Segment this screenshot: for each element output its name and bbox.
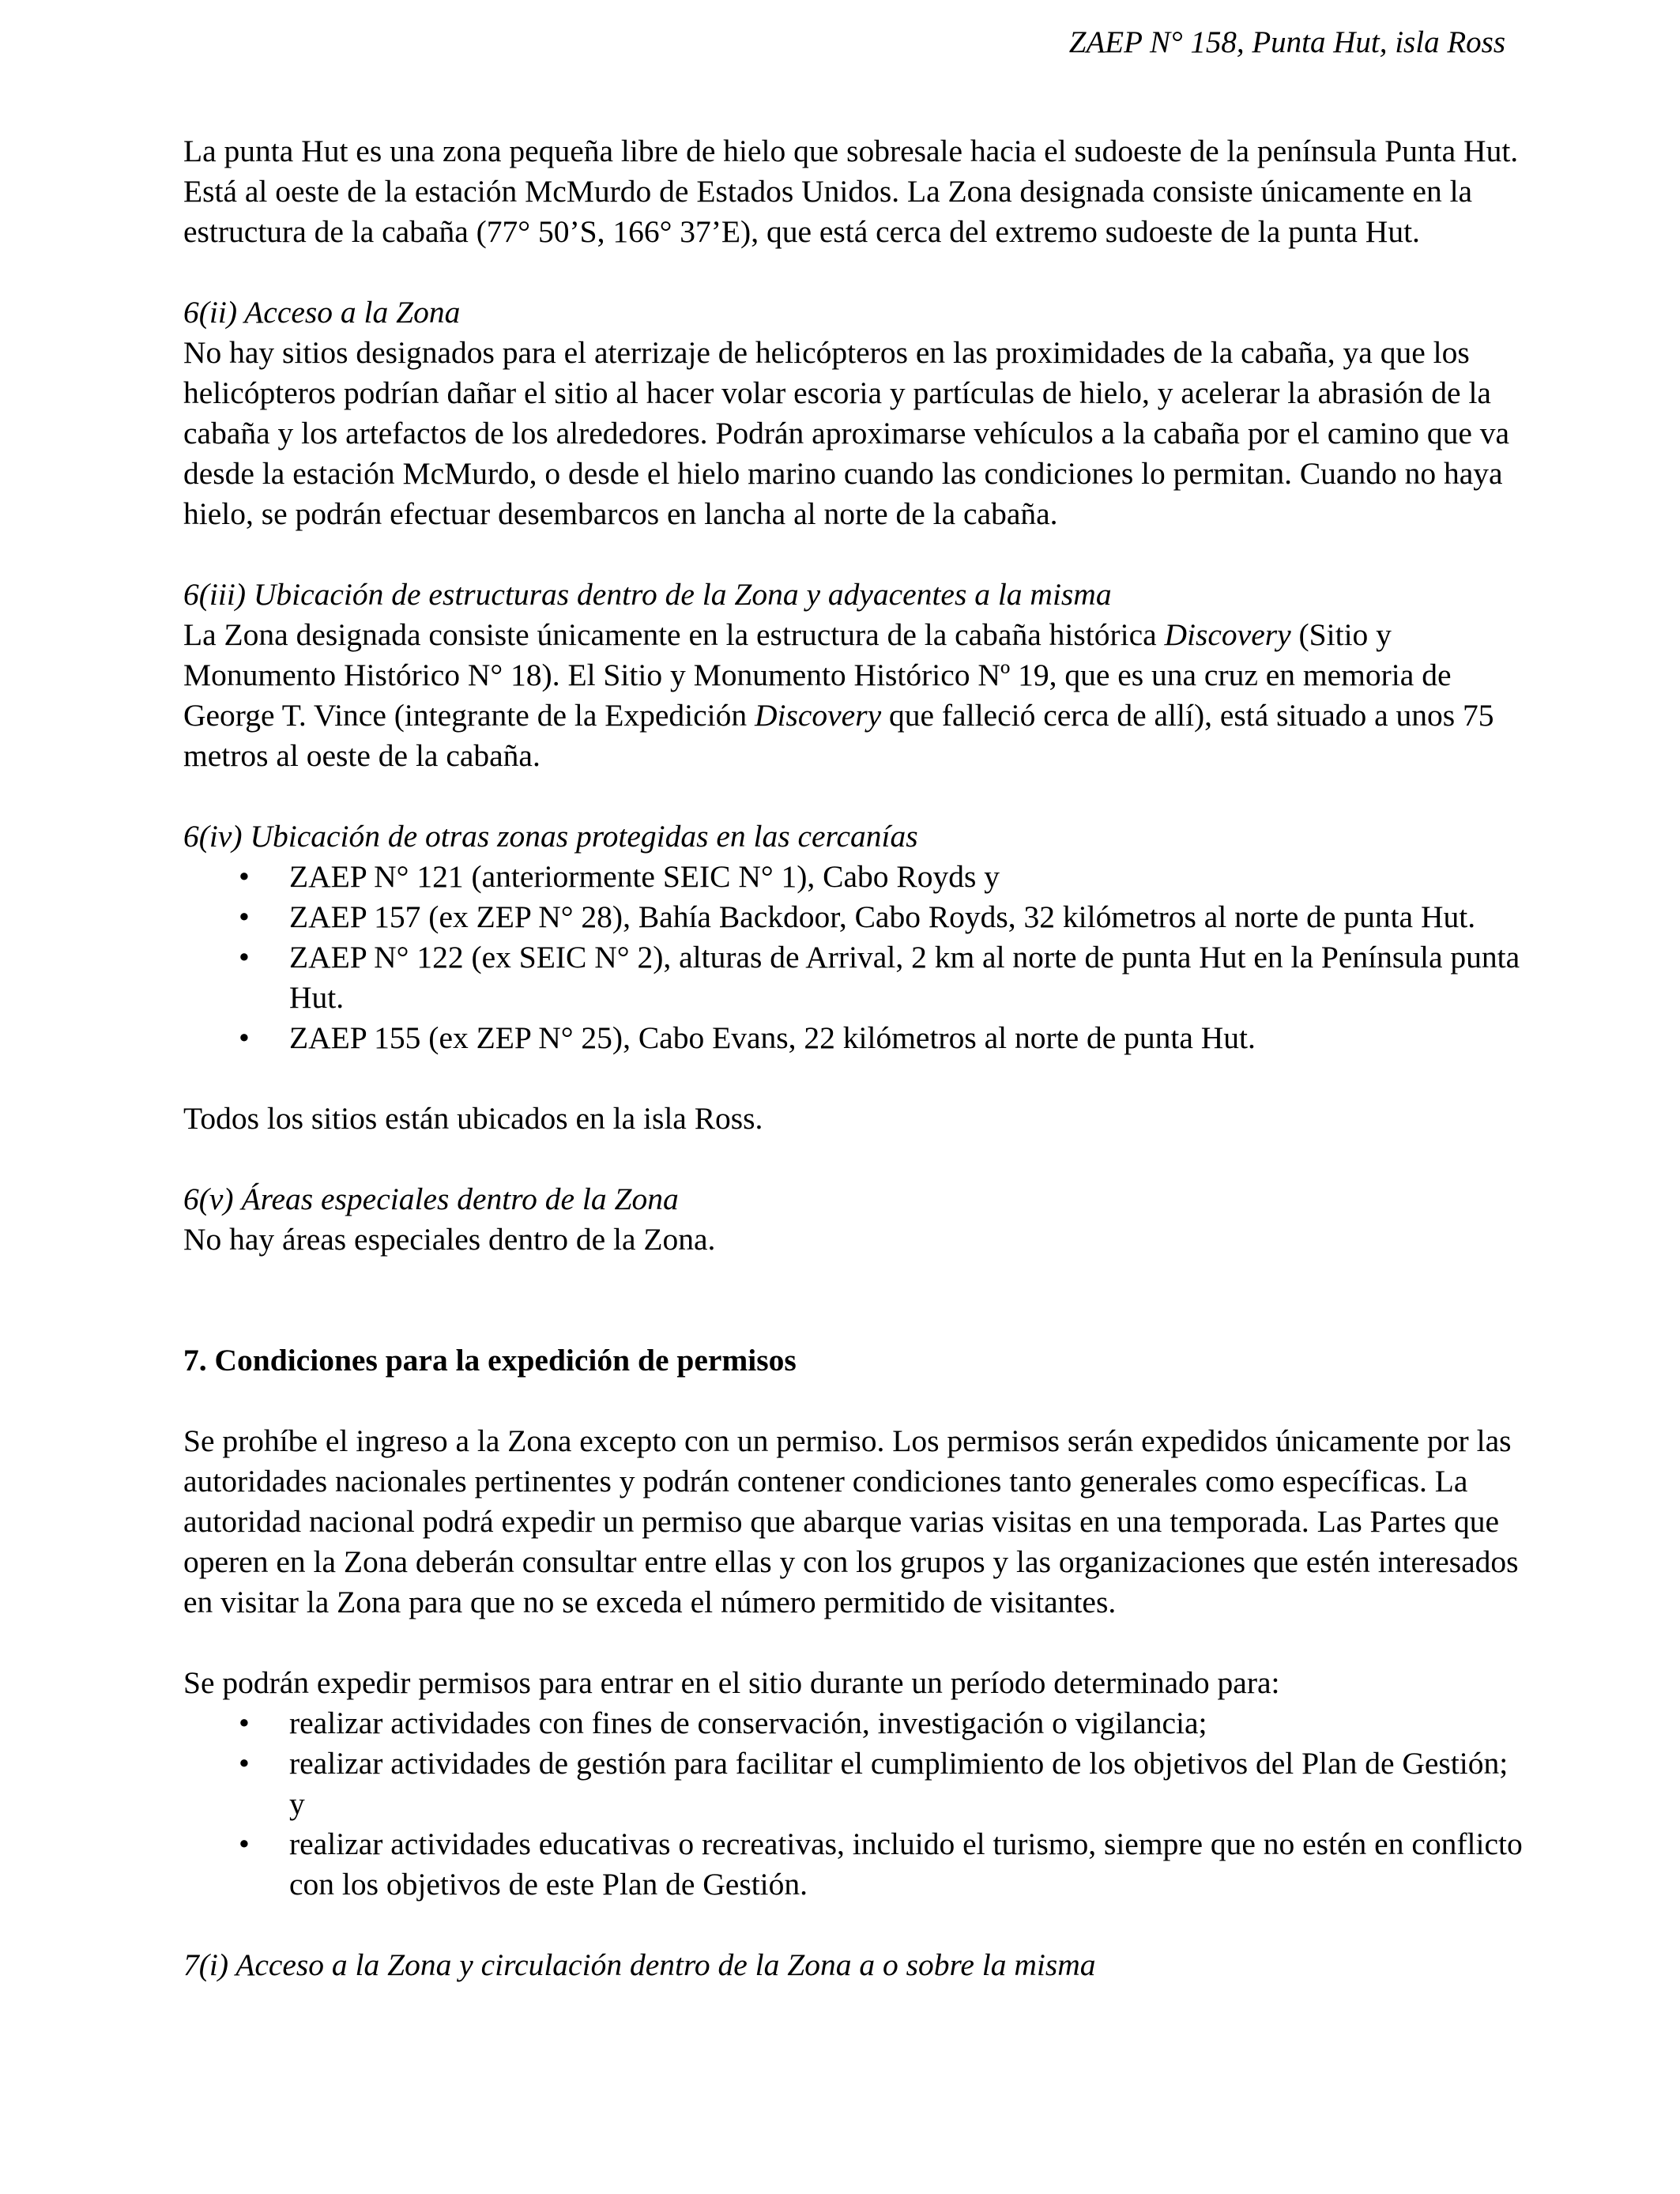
section-6iv-footer: Todos los sitios están ubicados en la isla Ross. — [183, 1101, 763, 1136]
section-6iii-text-2: (Sitio y Monumento Histórico N° 18). El Sitio y Monumento Histórico Nº 19, que es una cruz en memoria de George T. Vince (integrante de la Expedición — [183, 617, 1452, 733]
section-7-heading: 7. Condiciones para la expedición de permisos — [183, 1343, 797, 1378]
list-item: • ZAEP N° 122 (ex SEIC N° 2), alturas de Arrival, 2 km al norte de punta Hut en la Península punta Hut. — [183, 937, 1527, 1018]
intro-paragraph: La punta Hut es una zona pequeña libre de hielo que sobresale hacia el sudoeste de la península Punta Hut. Está al oeste de la estación McMurdo de Estados Unidos. La Zona designada consiste únicamente en la estructura de la cabaña (77° 50’S, 166° 37’E), que está cerca del extremo sudoeste de la punta Hut. — [183, 134, 1519, 249]
section-7i-heading: 7(i) Acceso a la Zona y circulación dentro de la Zona a o sobre la misma — [183, 1947, 1096, 1982]
discovery-emphasis-1: Discovery — [1164, 617, 1291, 652]
section-6iii-heading: 6(iii) Ubicación de estructuras dentro de la Zona y adyacentes a la misma — [183, 577, 1112, 612]
permit-purposes-list — [183, 1703, 1527, 1905]
section-7-permits — [183, 1663, 1527, 1905]
section-6ii-body: No hay sitios designados para el aterrizaje de helicópteros en las proximidades de la cabaña, ya que los helicópteros podrían dañar el sitio al hacer volar escoria y partículas de hielo, y acelerar la abrasión de la cabaña y los artefactos de los alrededores. Podrán aproximarse vehículos a la cabaña por el camino que va desde la estación McMurdo, o desde el hielo marino cuando las condiciones lo permitan. Cuando no haya hielo, se podrán efectuar desembarcos en lancha al norte de la cabaña. — [183, 335, 1510, 531]
section-6iii-text-1: La Zona designada consiste únicamente en la estructura de la cabaña histórica — [183, 617, 1165, 652]
document-body — [183, 131, 1527, 1985]
section-6ii-heading: 6(ii) Acceso a la Zona — [183, 295, 461, 330]
list-item: • ZAEP N° 121 (anteriormente SEIC N° 1), Cabo Royds y — [183, 857, 1527, 897]
section-6iii-text-3: que falleció cerca de allí), está situado a unos 75 metros al oeste de la cabaña. — [183, 698, 1494, 773]
list-item: • realizar actividades de gestión para facilitar el cumplimiento de los objetivos del Plan de Gestión; y — [183, 1744, 1527, 1824]
section-7-paragraph-2: Se podrán expedir permisos para entrar en el sitio durante un período determinado para: — [183, 1665, 1280, 1700]
discovery-emphasis-2: Discovery — [755, 698, 882, 733]
list-item: • ZAEP 155 (ex ZEP N° 25), Cabo Evans, 22 kilómetros al norte de punta Hut. — [183, 1018, 1527, 1058]
section-6ii — [183, 292, 1527, 534]
section-6iii-body — [183, 615, 1527, 776]
section-6v-body: No hay áreas especiales dentro de la Zona. — [183, 1222, 716, 1257]
section-7-paragraph-1: Se prohíbe el ingreso a la Zona excepto con un permiso. Los permisos serán expedidos únicamente por las autoridades nacionales pertinentes y podrán contener condiciones tanto generales como específicas. La autoridad nacional podrá expedir un permiso que abarque varias visitas en una temporada. Las Partes que operen en la Zona deberán consultar entre ellas y con los grupos y las organizaciones que estén interesados en visitar la Zona para que no se exceda el número permitido de visitantes. — [183, 1423, 1519, 1619]
list-item: • realizar actividades educativas o recreativas, incluido el turismo, siempre que no estén en conflicto con los objetivos de este Plan de Gestión. — [183, 1824, 1527, 1905]
section-6v — [183, 1179, 1527, 1260]
section-6v-heading: 6(v) Áreas especiales dentro de la Zona — [183, 1182, 679, 1216]
protected-areas-list — [183, 857, 1527, 1058]
section-6iv — [183, 816, 1527, 1058]
section-6iii — [183, 575, 1527, 776]
list-item: • realizar actividades con fines de conservación, investigación o vigilancia; — [183, 1703, 1527, 1744]
section-6iv-heading: 6(iv) Ubicación de otras zonas protegidas en las cercanías — [183, 819, 918, 854]
list-item: • ZAEP 157 (ex ZEP N° 28), Bahía Backdoor, Cabo Royds, 32 kilómetros al norte de punta Hut. — [183, 897, 1527, 937]
running-header: ZAEP N° 158, Punta Hut, isla Ross — [1068, 25, 1505, 59]
